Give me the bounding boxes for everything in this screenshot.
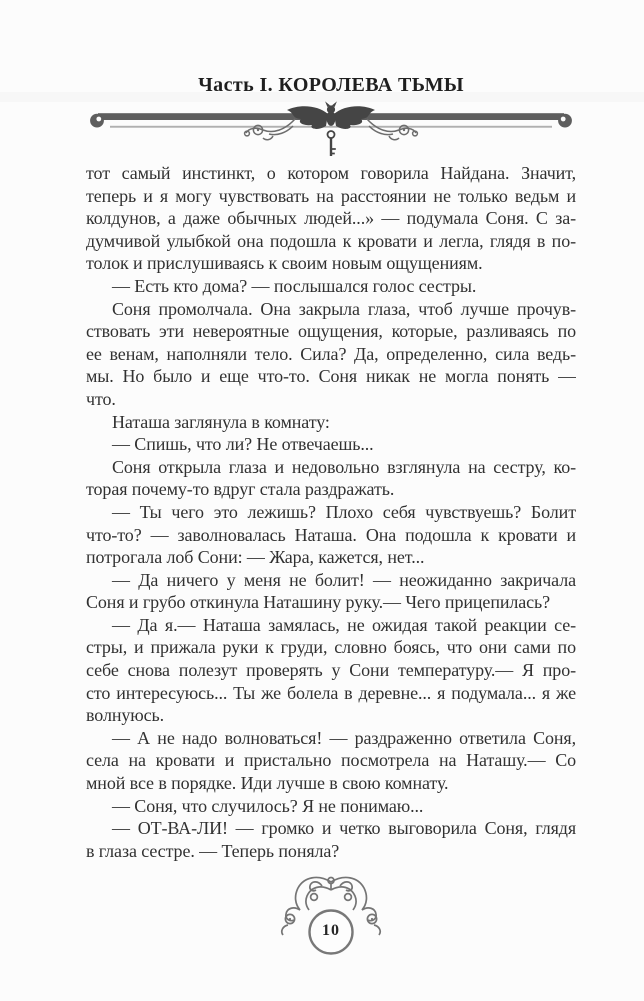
text-line: что-то? — заволновалась Наташа. Она подошла к кровати и bbox=[86, 524, 576, 545]
text-line: в глаза сестре. — Теперь поняла? bbox=[86, 840, 340, 861]
text-line: стры, и прижала руки к груди, словно боясь, что они сами по bbox=[86, 637, 576, 658]
text-line: — А не надо волноваться! — раздраженно ответила Соня, bbox=[112, 727, 576, 748]
text-line: сто интересуюсь... Ты же болела в деревне... я подумала... я же bbox=[86, 682, 576, 703]
text-line: торая почему-то вдруг стала раздражать. bbox=[86, 479, 395, 500]
text-line: Соня промолчала. Она закрыла глаза, чтоб лучше прочув- bbox=[112, 298, 576, 319]
text-line: — Соня, что случилось? Я не понимаю... bbox=[112, 795, 424, 816]
text-line: мной все в порядке. Иди лучше в свою комнату. bbox=[86, 773, 449, 794]
text-line: — Да я.— Наташа замялась, не ожидая такой реакции се- bbox=[112, 614, 576, 635]
divider-ornament bbox=[85, 100, 577, 164]
text-line: села на кровати и пристально посмотрела на Наташу.— Со bbox=[86, 750, 576, 771]
body-text bbox=[86, 162, 576, 862]
text-line: себе снова полезут проверять у Сони температуру.— Я про- bbox=[86, 660, 576, 681]
text-line: — ОТ-ВА-ЛИ! — громко и четко выговорила Соня, глядя bbox=[112, 818, 576, 839]
text-line: что. bbox=[86, 388, 116, 409]
text-line: Наташа заглянула в комнату: bbox=[112, 411, 330, 432]
text-line: — Есть кто дома? — послышался голос сестры. bbox=[112, 275, 477, 296]
key-icon bbox=[328, 131, 336, 156]
text-line: мы. Но было и еще что-то. Соня никак не могла понять — bbox=[86, 366, 576, 387]
page-number: 10 bbox=[322, 922, 340, 940]
text-line: теперь и я могу чувствовать на расстоянии не только ведьм и bbox=[86, 185, 576, 206]
text-line: Соня и грубо откинула Наташину руку.— Чего прицепилась? bbox=[86, 592, 551, 613]
right-flourish-icon bbox=[367, 119, 417, 140]
page-number-medallion bbox=[266, 869, 396, 973]
text-line: Соня открыла глаза и недовольно взглянула на сестру, ко- bbox=[112, 456, 576, 477]
text-line: думчивой улыбкой она подошла к кровати и легла, глядя в по- bbox=[86, 230, 576, 251]
text-line: потрогала лоб Сони: — Жара, кажется, нет... bbox=[86, 547, 425, 568]
text-line: тот самый инстинкт, о котором говорила Найдана. Значит, bbox=[86, 163, 576, 183]
medallion-ornament-icon bbox=[266, 869, 396, 973]
text-line: колдунов, а даже обычных людей...» — подумала Соня. С за- bbox=[86, 208, 576, 229]
text-line: — Спишь, что ли? Не отвечаешь... bbox=[112, 434, 374, 455]
text-line: — Да ничего у меня не болит! — неожиданно закричала bbox=[112, 569, 576, 590]
text-line: волнуюсь. bbox=[86, 705, 164, 726]
text-line: ствовать эти невероятные ощущения, которые, разливаясь по bbox=[86, 321, 576, 342]
text-line: — Ты чего это лежишь? Плохо себя чувствуешь? Болит bbox=[112, 501, 576, 522]
left-flourish-icon bbox=[245, 119, 295, 140]
bat-icon bbox=[287, 101, 375, 129]
chapter-header: Часть I. КОРОЛЕВА ТЬМЫ bbox=[198, 74, 464, 96]
text-line: толок и прислушиваясь к своим новым ощущениям. bbox=[86, 253, 483, 274]
text-line: ее венам, наполняли тело. Сила? Да, определенно, сила ведь- bbox=[86, 343, 576, 364]
